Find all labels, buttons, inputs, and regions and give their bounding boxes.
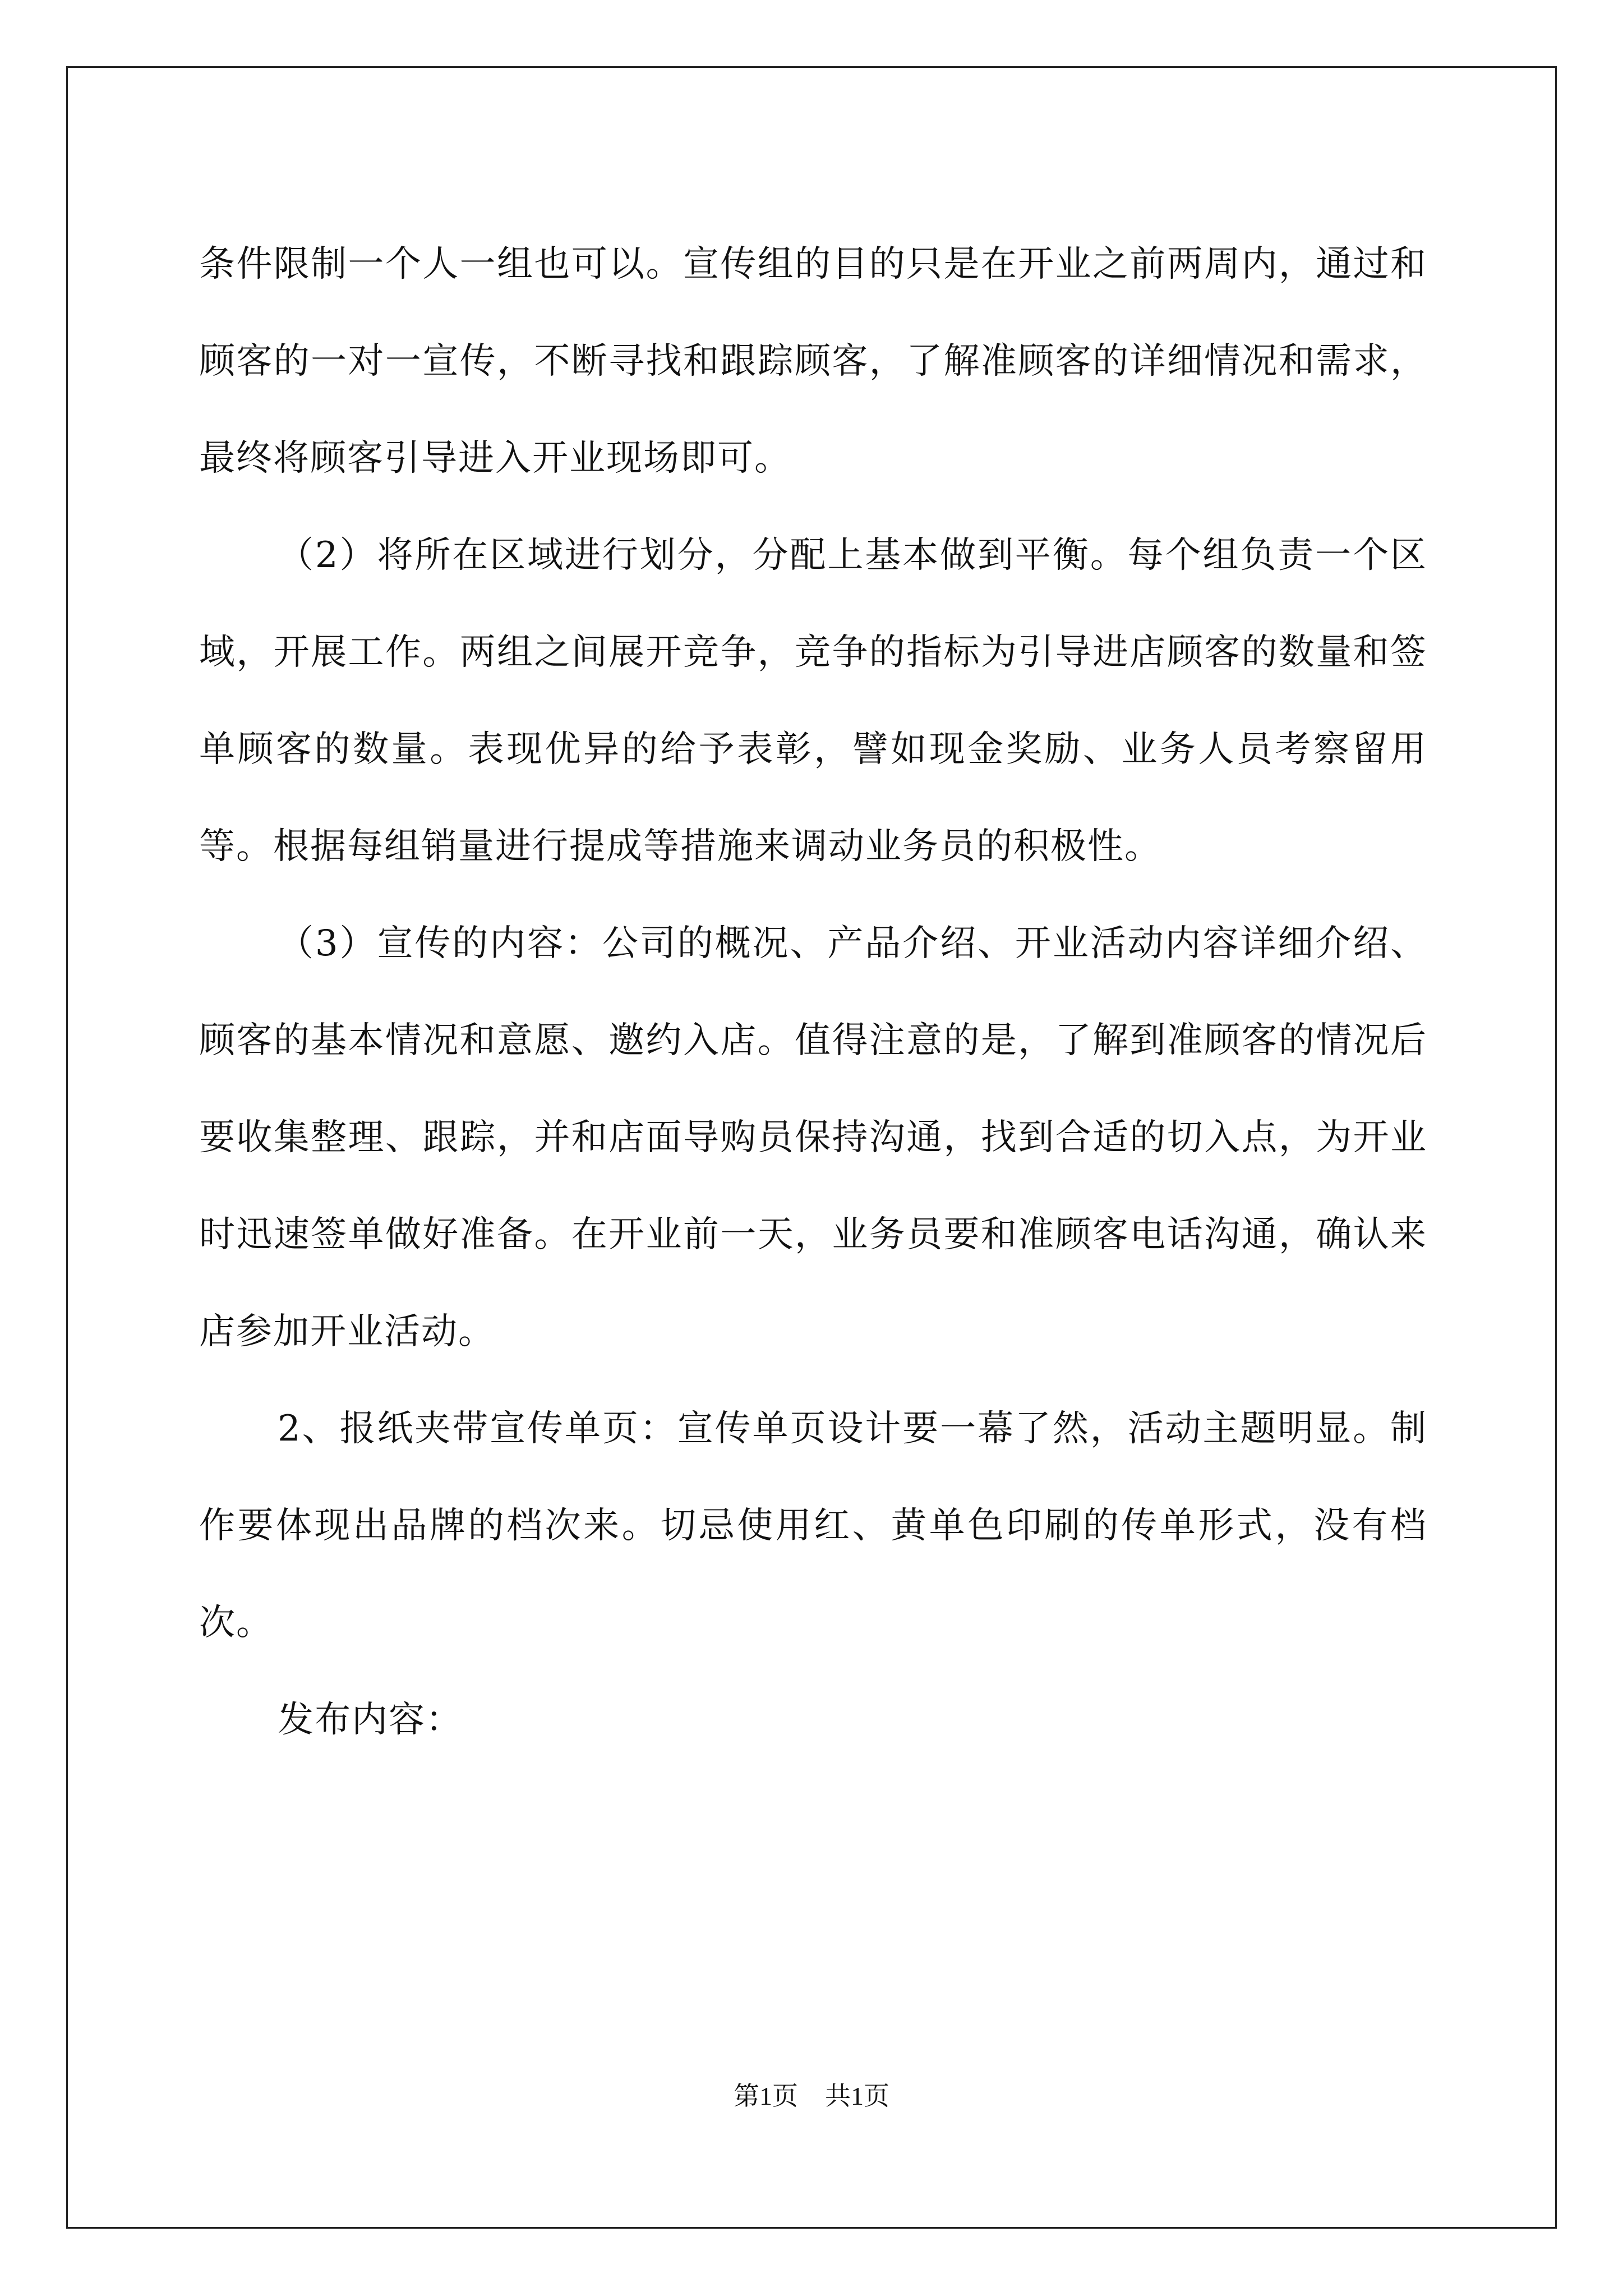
paragraph-newspaper-flyer: 2、报纸夹带宣传单页：宣传单页设计要一幕了然，活动主题明显。制作要体现出品牌的档次来。切忌使用红、黄单色印刷的传单形式，没有档次。 <box>199 1408 1427 1644</box>
paragraph-continuation: 条件限制一个人一组也可以。宣传组的目的只是在开业之前两周内，通过和顾客的一对一宣传，不断寻找和跟踪顾客，了解准顾客的详细情况和需求，最终将顾客引导进入开业现场即可。 <box>199 243 1427 479</box>
paragraph-item-2: （2）将所在区域进行划分，分配上基本做到平衡。每个组负责一个区域，开展工作。两组之间展开竞争，竞争的指标为引导进店顾客的数量和签单顾客的数量。表现优异的给予表彰，譬如现金奖励、业务人员考察留用等。根据每组销量进行提成等措施来调动业务员的积极性。 <box>199 535 1427 867</box>
paragraph-item-3: （3）宣传的内容：公司的概况、产品介绍、开业活动内容详细介绍、顾客的基本情况和意愿、邀约入店。值得注意的是，了解到准顾客的情况后要收集整理、跟踪，并和店面导购员保持沟通，找到合适的切入点，为开业时迅速签单做好准备。在开业前一天，业务员要和准顾客电话沟通，确认来店参加开业活动。 <box>199 923 1427 1352</box>
page-total: 共1页 <box>825 2082 889 2110</box>
page-footer <box>0 2076 1623 2113</box>
page-number: 第1页 <box>734 2082 798 2110</box>
paragraph-publish-content: 发布内容： <box>278 1699 463 1741</box>
document-body <box>199 216 1427 1769</box>
